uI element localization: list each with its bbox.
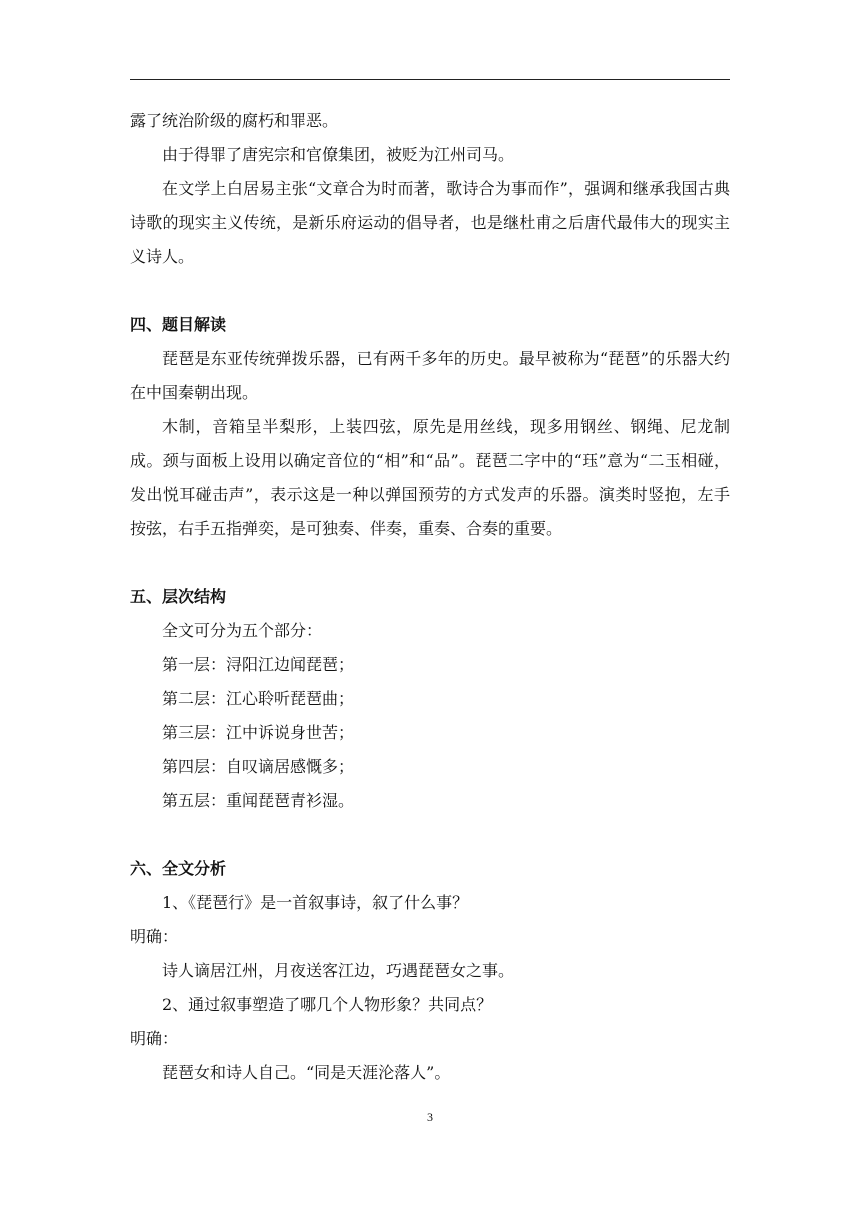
structure-intro: 全文可分为五个部分： xyxy=(162,621,323,640)
section-heading-4: 四、题目解读 xyxy=(130,315,227,334)
structure-layer: 第一层：浔阳江边闻琵琶； xyxy=(162,655,355,674)
spacer xyxy=(130,274,730,308)
section-heading-5: 五、层次结构 xyxy=(130,587,227,606)
question: 1、《琵琶行》是一首叙事诗，叙了什么事？ xyxy=(162,893,469,912)
spacer xyxy=(130,818,730,852)
paragraph: 琵琶是东亚传统弹拨乐器，已有两千多年的历史。最早被称为“琵琶”的乐器大约在中国秦朝出现。 xyxy=(130,349,730,402)
spacer xyxy=(130,546,730,580)
answer: 琵琶女和诗人自己。“同是天涯沦落人”。 xyxy=(162,1063,451,1082)
answer: 诗人谪居江州，月夜送客江边，巧遇琵琶女之事。 xyxy=(162,961,515,980)
paragraph: 由于得罪了唐宪宗和官僚集团，被贬为江州司马。 xyxy=(162,145,515,164)
paragraph: 露了统治阶级的腐朽和罪恶。 xyxy=(130,111,339,130)
answer-label: 明确： xyxy=(130,1029,179,1048)
section-heading-6: 六、全文分析 xyxy=(130,859,227,878)
question: 2、通过叙事塑造了哪几个人物形象？共同点？ xyxy=(162,995,493,1014)
answer-label: 明确： xyxy=(130,927,179,946)
structure-layer: 第四层：自叹谪居感慨多； xyxy=(162,757,355,776)
structure-layer: 第二层：江心聆听琵琶曲； xyxy=(162,689,355,708)
document-body xyxy=(130,104,730,1090)
structure-layer: 第三层：江中诉说身世苦； xyxy=(162,723,355,742)
header-rule xyxy=(130,79,730,80)
page-number: 3 xyxy=(427,1110,433,1124)
paragraph: 木制，音箱呈半梨形，上装四弦，原先是用丝线，现多用钢丝、钢绳、尼龙制成。颈与面板上设用以确定音位的“相”和“品”。琵琶二字中的“珏”意为“二玉相碰，发出悦耳碰击声”，表示这是一种以弹国预劳的方式发声的乐器。演类时竖抱，左手按弦，右手五指弹奕，是可独奏、伴奏，重奏、合奏的重要。 xyxy=(130,417,730,538)
structure-layer: 第五层：重闻琵琶青衫湿。 xyxy=(162,791,355,810)
paragraph: 在文学上白居易主张“文章合为时而著，歌诗合为事而作”，强调和继承我国古典诗歌的现实主义传统，是新乐府运动的倡导者，也是继杜甫之后唐代最伟大的现实主义诗人。 xyxy=(130,179,730,266)
